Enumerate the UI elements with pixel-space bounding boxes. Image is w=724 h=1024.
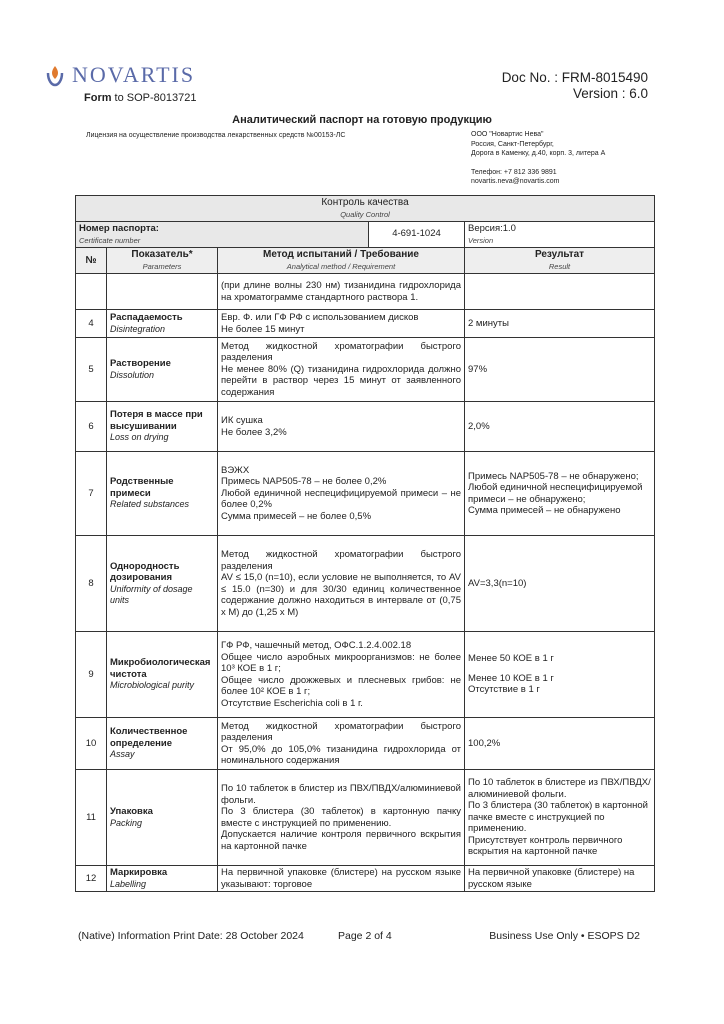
row-result: [465, 632, 655, 718]
parameter-name: Родственные примеси: [110, 476, 174, 499]
parameter-name-en: Labelling: [110, 878, 147, 889]
novartis-flame-icon: [44, 63, 66, 87]
row-number: 6: [76, 402, 107, 452]
address-line: ООО "Новартис Нева": [471, 131, 544, 138]
qc-subtitle: Quality Control: [340, 209, 390, 219]
footer-page-number: Page 2 of 4: [338, 930, 392, 942]
address-line: Дорога в Каменку, д.40, корп. 3, литера А: [471, 150, 606, 157]
table-row: [76, 274, 655, 310]
method-line: Метод жидкостной хроматографии быстрого разделения: [221, 720, 461, 743]
row-result: [465, 338, 655, 402]
method-line: По 3 блистера (30 таблеток) в картонную пачку вместе с инструкцией по применению.: [221, 806, 461, 829]
table-row: [76, 536, 655, 632]
parameter-name: Распадаемость: [110, 312, 183, 323]
row-parameter: [107, 770, 218, 866]
form-reference: [84, 92, 197, 104]
table-row: [76, 770, 655, 866]
address-line: novartis.neva@novartis.com: [471, 178, 560, 185]
method-line: Допускается наличие контроля первичного вскрытия на картонной пачке: [221, 829, 461, 852]
address-line: Россия, Санкт-Петербург,: [471, 140, 554, 148]
row-parameter: [107, 310, 218, 338]
parameter-name-en: Related substances: [110, 499, 190, 510]
method-line: Сумма примесей – не более 0,5%: [221, 510, 372, 522]
result-line: 97%: [468, 363, 488, 375]
doc-number: Doc No. : FRM-8015490: [501, 70, 648, 85]
row-number: [76, 274, 107, 310]
result-line: Любой единичной неспецифицируемой примеси – не обнаружено;: [468, 482, 643, 505]
row-number: 4: [76, 310, 107, 338]
row-result: [465, 770, 655, 866]
row-number: 7: [76, 452, 107, 536]
doc-version: Version : 6.0: [572, 86, 648, 101]
method-line: Общее число дрожжевых и плесневых грибов: не более 10² КОЕ в 1 г;: [221, 674, 461, 697]
method-line: На первичной упаковке (блистере) на русском языке указывают: торговое: [221, 867, 461, 890]
parameter-name-en: Assay: [110, 749, 135, 760]
row-parameter: [107, 452, 218, 536]
version-sublabel: Version: [468, 235, 494, 245]
row-method: [218, 770, 465, 866]
parameter-name: Количественное определение: [110, 726, 188, 749]
method-line: Метод жидкостной хроматографии быстрого разделения: [221, 549, 461, 572]
method-line: ГФ РФ, чашечный метод, ОФС.1.2.4.002.18: [221, 640, 412, 651]
parameter-name-en: Dissolution: [110, 369, 155, 380]
result-line: Сумма примесей – не обнаружено: [468, 505, 621, 516]
method-line: От 95,0% до 105,0% тизанидина гидрохлорида от номинального содержания: [221, 743, 461, 766]
method-line: Любой единичной неспецифицируемой примеси – не более 0,2%: [221, 487, 461, 511]
parameter-name: Однородность дозирования: [110, 560, 180, 583]
row-method: [218, 338, 465, 402]
passport-label: Номер паспорта:: [79, 223, 159, 234]
result-line: Отсутствие в 1 г: [468, 684, 540, 696]
method-line: По 10 таблеток в блистер из ПВХ/ПВДХ/алюминиевой фольги.: [221, 783, 461, 806]
result-line: По 10 таблеток в блистере из ПВХ/ПВДХ/алюминиевой фольги.: [468, 777, 651, 800]
parameter-name: Растворение: [110, 358, 171, 369]
form-ref-rest: to SOP-8013721: [111, 92, 197, 104]
row-result: [465, 718, 655, 770]
version-cell: [465, 222, 655, 248]
method-line: Отсутствие Escherichia coli в 1 г.: [221, 697, 363, 709]
novartis-logo: [44, 62, 195, 88]
method-line: Метод жидкостной хроматографии быстрого разделения: [221, 340, 461, 364]
method-line: Не более 3,2%: [221, 426, 287, 438]
parameter-name: Микробиологическая чистота: [110, 657, 211, 680]
row-parameter: [107, 402, 218, 452]
method-line: AV ≤ 15,0 (n=10), если условие не выполняется, то AV ≤ 15.0 (n=30) и для 30/30 единиц количественное содержание должно находиться в интервале от (0,75 x M) до (1,25 x M): [221, 572, 461, 618]
document-id: [502, 70, 648, 102]
parameter-name: Упаковка: [110, 806, 153, 817]
row-method: [218, 402, 465, 452]
table-row: [76, 632, 655, 718]
row-number: 10: [76, 718, 107, 770]
result-line: 2 минуты: [468, 317, 509, 329]
row-parameter: [107, 718, 218, 770]
row-result: [465, 274, 655, 310]
result-line: На первичной упаковке (блистере) на русском языке: [468, 867, 635, 890]
method-line: Общее число аэробных микроорганизмов: не более 10³ КОЕ в 1 г;: [221, 651, 461, 674]
parameter-name-en: Disintegration: [110, 323, 166, 334]
passport-number: 4-691-1024: [392, 228, 441, 239]
parameter-name-en: Uniformity of dosage units: [110, 583, 193, 605]
footer-business-use: Business Use Only • ESOPS D2: [489, 930, 640, 942]
parameter-name-en: Packing: [110, 817, 143, 828]
address-line: Телефон: +7 812 336 9891: [471, 168, 557, 176]
qc-header: [76, 196, 655, 222]
row-method: [218, 274, 465, 310]
license-text: Лицензия на осуществление производства лекарственных средств №00153-ЛС: [86, 132, 346, 139]
col-method: Метод испытаний / Требование Analytical method / Requirement: [218, 248, 465, 274]
row-parameter: [107, 536, 218, 632]
result-line: Присутствует контроль первичного вскрытия на картонной пачке: [468, 834, 623, 858]
table-row: [76, 402, 655, 452]
row-method: [218, 536, 465, 632]
row-parameter: [107, 632, 218, 718]
address-line: [471, 159, 605, 168]
parameter-name: Потеря в массе при высушивании: [110, 409, 203, 432]
column-header-row: [76, 248, 655, 274]
parameter-name-en: Loss on drying: [110, 432, 169, 443]
row-method: [218, 310, 465, 338]
row-number: 5: [76, 338, 107, 402]
table-row: [76, 338, 655, 402]
row-result: [465, 536, 655, 632]
result-line: Менее 10 КОЕ в 1 г: [468, 672, 554, 684]
form-ref-prefix: Form: [84, 92, 112, 104]
method-line: ВЭЖХ: [221, 464, 250, 476]
qc-title: Контроль качества: [321, 197, 409, 208]
table-row: [76, 310, 655, 338]
row-method: [218, 452, 465, 536]
result-line: Примесь NAP505-78 – не обнаружено;: [468, 470, 639, 482]
method-line: Примесь NAP505-78 – не более 0,2%: [221, 476, 387, 488]
row-method: [218, 866, 465, 892]
row-method: [218, 718, 465, 770]
result-line: 100,2%: [468, 737, 501, 749]
passport-sublabel: Certificate number: [79, 235, 141, 245]
row-number: 8: [76, 536, 107, 632]
table-row: [76, 866, 655, 892]
row-parameter: [107, 274, 218, 310]
version-label: Версия:1.0: [468, 223, 516, 234]
parameter-name-en: Microbiological purity: [110, 680, 195, 691]
document-title: Аналитический паспорт на готовую продукцию: [232, 114, 492, 126]
footer-print-date: (Native) Information Print Date: 28 October 2024: [78, 930, 304, 942]
row-parameter: [107, 866, 218, 892]
method-line: Евр. Ф. или ГФ РФ с использованием дисков: [221, 312, 419, 323]
result-line: По 3 блистера (30 таблеток) в картонной пачке вместе с инструкцией по применению.: [468, 800, 648, 835]
result-line: Менее 50 КОЕ в 1 г: [468, 653, 554, 665]
row-result: [465, 866, 655, 892]
company-name: NOVARTIS: [72, 62, 196, 87]
company-address: [471, 130, 605, 187]
passport-cell: [76, 222, 465, 248]
table-row: [76, 718, 655, 770]
row-number: 11: [76, 770, 107, 866]
row-number: 9: [76, 632, 107, 718]
row-number: 12: [76, 866, 107, 892]
col-no: №: [76, 248, 107, 274]
parameter-name: Маркировка: [110, 867, 168, 878]
quality-control-table: [75, 195, 655, 892]
row-method: [218, 632, 465, 718]
method-line: (при длине волны 230 нм) тизанидина гидрохлорида на хроматограмме стандартного раствора 1.: [221, 280, 461, 303]
result-line: 2,0%: [468, 420, 490, 432]
col-result: Результат Result: [465, 248, 655, 274]
table-row: [76, 452, 655, 536]
col-param: Показатель* Parameters: [107, 248, 218, 274]
row-parameter: [107, 338, 218, 402]
method-line: Не менее 80% (Q) тизанидина гидрохлорида должно перейти в раствор через 15 минут от заявленного содержания: [221, 363, 461, 398]
method-line: Не более 15 минут: [221, 323, 305, 335]
row-result: [465, 402, 655, 452]
row-result: [465, 452, 655, 536]
result-line: AV=3,3(n=10): [468, 577, 527, 589]
method-line: ИК сушка: [221, 415, 263, 426]
row-result: [465, 310, 655, 338]
